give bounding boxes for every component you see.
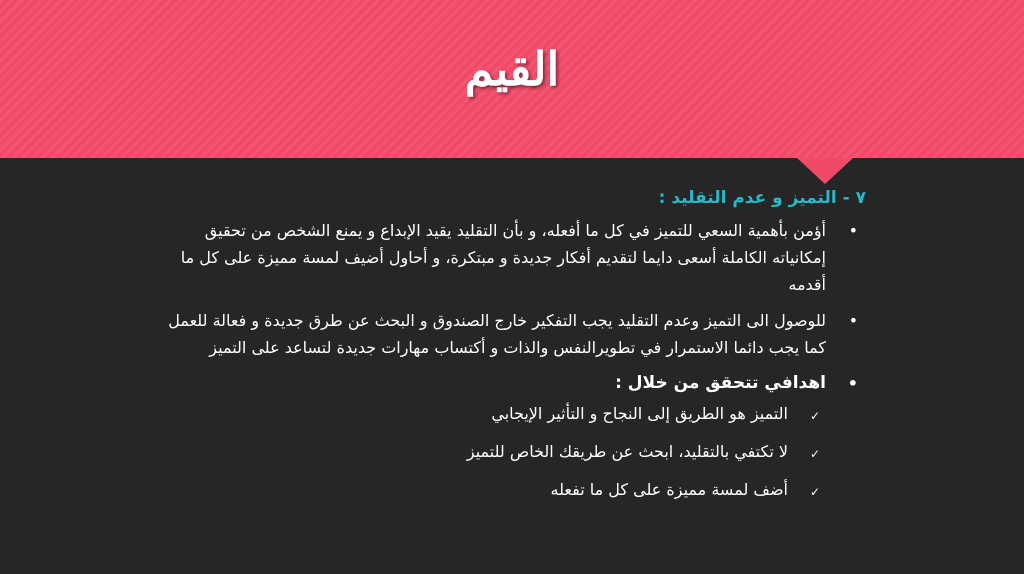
bullet-text: للوصول الى التميز وعدم التقليد يجب التفكير خارج الصندوق و البحث عن طرق جديدة و فعالة للعمل كما يجب دائما الاستمرار في تطويرالنفس والذات و أكتساب مهارات جديدة لتساعد على التميز bbox=[168, 311, 826, 357]
bullet-item bbox=[160, 217, 866, 298]
check-text: لا تكتفي بالتقليد، ابحث عن طريقك الخاص للتميز bbox=[466, 442, 788, 461]
checkmark-icon: ✓ bbox=[809, 485, 820, 499]
check-item bbox=[160, 401, 866, 427]
checkmark-icon: ✓ bbox=[809, 409, 820, 423]
check-text: أضف لمسة مميزة على كل ما تفعله bbox=[550, 480, 788, 499]
bullet-icon: • bbox=[848, 221, 858, 240]
checkmark-icon: ✓ bbox=[809, 447, 820, 461]
bullet-icon: • bbox=[847, 374, 858, 393]
check-item bbox=[160, 477, 866, 503]
bullet-item bbox=[160, 370, 866, 397]
bullet-item bbox=[160, 307, 866, 361]
check-text: التميز هو الطريق إلى النجاح و التأثير الإيجابي bbox=[491, 404, 788, 423]
bullet-text: اهدافي تتحقق من خلال : bbox=[615, 373, 826, 393]
slide-title: القيم bbox=[464, 42, 560, 96]
bullet-text: أؤمن بأهمية السعي للتميز في كل ما أفعله، و بأن التقليد يقيد الإبداع و يمنع الشخص من تحقيق إمكانياته الكاملة أسعى دايما لتقديم أفكار جديدة و مبتكرة، و أحاول أضيف لمسة مميزة على كل ما أقدمه bbox=[180, 221, 826, 294]
check-item bbox=[160, 439, 866, 465]
section-heading: ٧ - التميز و عدم التقليد : bbox=[658, 188, 866, 208]
banner-notch bbox=[797, 158, 853, 184]
slide-content bbox=[160, 188, 866, 515]
bullet-icon: • bbox=[848, 311, 858, 330]
